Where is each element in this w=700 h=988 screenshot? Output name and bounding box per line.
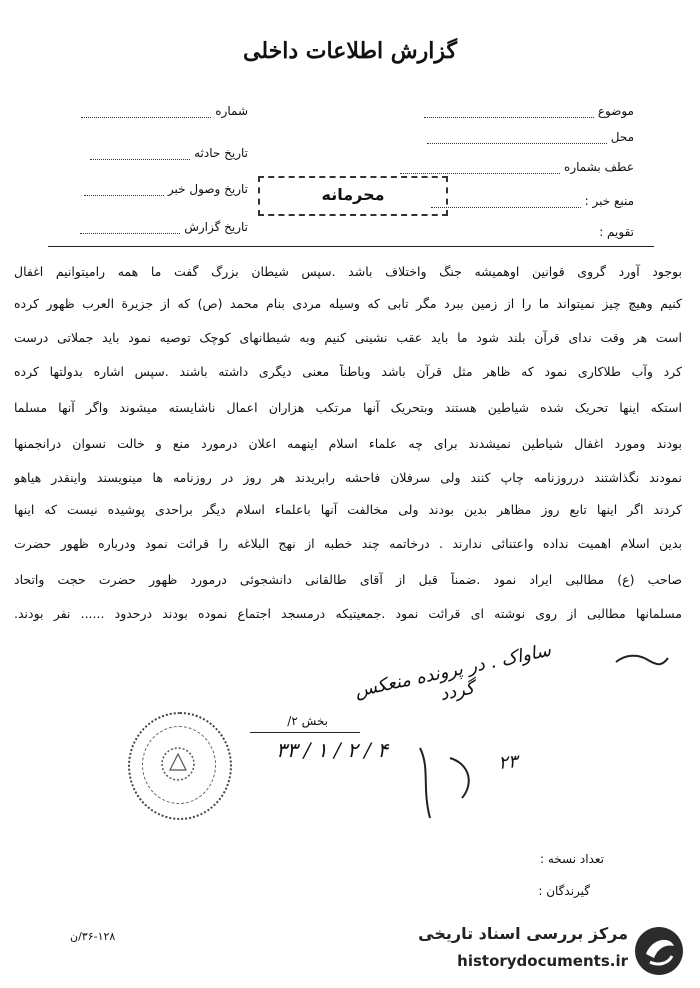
- body-line: نمودند نگذاشتند درروزنامه چاپ کنند ولی سرفلان فاحشه رابریدند هر روز در روزنامه ها مینویسند واینقدر هیاهو: [14, 470, 682, 485]
- history-documents-logo-icon: [632, 922, 686, 980]
- section-underline: [250, 732, 360, 733]
- field-subject-label: موضوع: [597, 104, 634, 118]
- field-incident-date: [90, 146, 248, 160]
- body-line: استکه اینها تحریک شده شیاطین هستند وبتحریک آنها مرتکب هزاران اعمال ناشایسته میشوند واگر آنها مسلما: [14, 400, 682, 415]
- body-line: مسلمانها مطالبی از روی نوشته ای قرائت نمود .جمعیتیکه درمسجد اجتماع نموده بودند درحدود ...... نفر بودند.: [14, 606, 682, 621]
- field-number-line: [81, 117, 211, 118]
- field-received-date-label: تاریخ وصول خبر: [167, 182, 248, 196]
- seal-emblem-icon: [154, 740, 202, 788]
- field-location-line: [427, 143, 607, 144]
- field-source-label: منبع خبر :: [584, 194, 634, 208]
- body-line: کردند اگر اینها تابع روز مظاهر بدین بودند ولی مخالفت آنها باعلماء اسلام دیگر براحدی پوشیده نیست که اینها: [14, 502, 682, 517]
- field-source: [431, 194, 634, 208]
- page-title: گزارش اطلاعات داخلی: [243, 38, 457, 64]
- field-incident-date-line: [90, 159, 190, 160]
- body-line: بودند ومورد اغفال شیاطین نمیشدند برای چه علماء اسلام اینهمه اعلان درمورد منع و خالت نسوان درانجمنها: [14, 436, 682, 451]
- field-calendar: [599, 225, 634, 239]
- handwritten-mark: [612, 648, 672, 678]
- body-line: کرد وآب طلاکاری نمود که ظاهر مثل قرآن باشد وباطناً معنی دیگری داشته باشند .سپس اشاره بدولتها کرده: [14, 364, 682, 379]
- field-reference: [400, 160, 634, 174]
- field-received-date: [84, 182, 248, 196]
- body-line: کنیم وهیچ چیز نمیتواند ما را از زمین ببرد مگر تابی که وسیله مردی بنام محمد (ص) که از جزیرة العرب ظهور کرده: [14, 296, 682, 311]
- document-code: ۳۶-۱۲۸/ن: [70, 930, 116, 943]
- field-report-date-label: تاریخ گزارش: [184, 220, 248, 234]
- header-divider: [48, 246, 654, 247]
- field-reference-line: [400, 173, 560, 174]
- body-line: است هر وقت ندای قرآن بلند شود ما باید عقب نشینی کنیم وبه شیطانهای کوچک توصیه نمود باید جملاتی درست: [14, 330, 682, 345]
- field-location-label: محل: [610, 130, 634, 144]
- field-number: [81, 104, 248, 118]
- classification-stamp-text: محرمانه: [321, 185, 385, 204]
- watermark-logo-block: [400, 920, 690, 982]
- field-reference-label: عطف بشماره: [564, 160, 634, 174]
- signature-scribble: [400, 728, 490, 824]
- field-report-date-line: [80, 233, 180, 234]
- recipients-label: گیرندگان :: [538, 884, 590, 898]
- copies-count-field: [540, 852, 604, 866]
- body-line: صاحب (ع) مطالبی ایراد نمود .ضمناً قبل از آقای طالقانی دانشجوئی درمورد ظهور حضرت حجت واتحاد: [14, 572, 682, 587]
- field-subject: [424, 104, 634, 118]
- field-incident-date-label: تاریخ حادثه: [194, 146, 248, 160]
- handwritten-number: ۲۳: [497, 751, 519, 774]
- field-report-date: [80, 220, 248, 234]
- body-line: بوجود آورد گروی قوانین اوهمیشه جنگ واختلاف باشد .سپس شیطان بزرگ گفت ما همه رامیتوانیم اغفال: [14, 264, 682, 279]
- field-received-date-line: [84, 195, 164, 196]
- watermark-url: historydocuments.ir: [457, 952, 628, 970]
- field-subject-line: [424, 117, 594, 118]
- watermark-name: مرکز بررسی اسناد تاریخی: [418, 924, 628, 943]
- field-number-label: شماره: [215, 104, 248, 118]
- recipients-field: [538, 884, 590, 898]
- field-source-line: [431, 207, 581, 208]
- field-calendar-label: تقویم :: [599, 225, 634, 239]
- handwritten-date: ۳۳ / ۱ / ۲ / ۴: [275, 738, 389, 762]
- field-location: [427, 130, 634, 144]
- body-line: بدین اسلام اهمیت نداده واعتنائی ندارند . درخاتمه چند خطبه از نهج البلاغه را قرائت نمود ودرباره ظهور حضرت: [14, 536, 682, 551]
- copies-count-label: تعداد نسخه :: [539, 852, 604, 866]
- handwritten-note: ساواک . در پرونده منعکس گردد: [352, 639, 553, 706]
- section-label: بخش ۲/: [287, 714, 328, 728]
